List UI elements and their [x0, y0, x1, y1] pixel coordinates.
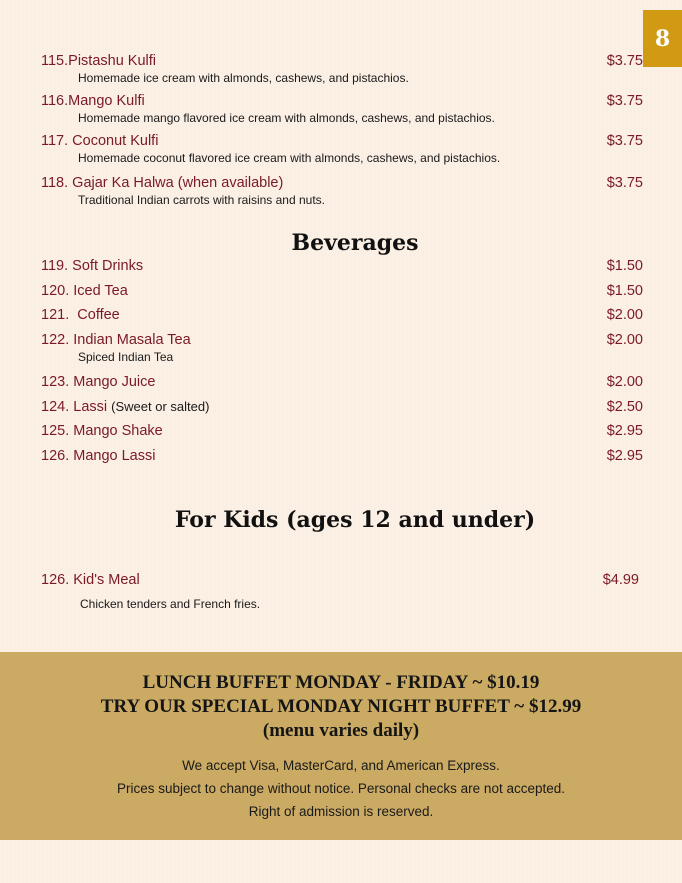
item-name: 121. Coffee	[41, 307, 120, 323]
item-name: 115.Pistashu Kulfi	[41, 53, 156, 69]
menu-item-mango-shake	[41, 422, 643, 440]
page-number-badge: 8	[643, 10, 682, 67]
menu-item-coffee	[41, 306, 643, 324]
item-price: $2.00	[606, 332, 643, 348]
item-price: $2.00	[606, 307, 643, 323]
item-price: $3.75	[606, 53, 643, 69]
item-description: Homemade mango flavored ice cream with almonds, cashews, and pistachios.	[78, 111, 495, 125]
menu-item-kids-meal	[41, 571, 639, 612]
menu-item-gajar-ka-halwa	[41, 174, 643, 208]
menu-varies-note: (menu varies daily)	[262, 720, 420, 741]
footer-banner	[0, 652, 682, 840]
kids-heading: For Kids (ages 12 and under)	[174, 507, 536, 533]
item-price: $3.75	[606, 133, 643, 149]
night-buffet-promo: TRY OUR SPECIAL MONDAY NIGHT BUFFET ~ $12.99	[100, 696, 582, 717]
menu-item-coconut-kulfi	[41, 132, 643, 166]
beverages-heading: Beverages	[291, 230, 419, 256]
item-name: 125. Mango Shake	[41, 423, 163, 439]
item-name: 119. Soft Drinks	[41, 258, 144, 274]
item-name: 126. Kid's Meal	[41, 572, 140, 588]
menu-item-soft-drinks	[41, 257, 643, 275]
item-price: $2.95	[606, 423, 643, 439]
item-name: 122. Indian Masala Tea	[41, 332, 191, 348]
item-description: Homemade ice cream with almonds, cashews, and pistachios.	[78, 71, 409, 85]
admission-note: Right of admission is reserved.	[248, 804, 434, 819]
item-price: $2.95	[606, 448, 643, 464]
item-name	[41, 398, 209, 416]
item-price: $4.99	[602, 572, 639, 588]
lunch-buffet-promo: LUNCH BUFFET MONDAY - FRIDAY ~ $10.19	[142, 672, 540, 693]
item-name: 118. Gajar Ka Halwa (when available)	[41, 175, 284, 191]
menu-item-iced-tea	[41, 282, 643, 300]
item-name: 123. Mango Juice	[41, 374, 156, 390]
item-name: 120. Iced Tea	[41, 283, 128, 299]
item-price: $3.75	[606, 93, 643, 109]
menu-item-indian-masala-tea	[41, 331, 643, 365]
item-description: Chicken tenders and French fries.	[80, 597, 261, 611]
item-price: $1.50	[606, 283, 643, 299]
item-description: Homemade coconut flavored ice cream with almonds, cashews, and pistachios.	[78, 151, 501, 165]
menu-item-mango-juice	[41, 373, 643, 391]
price-change-note: Prices subject to change without notice. Personal checks are not accepted.	[116, 781, 565, 796]
item-description: Traditional Indian carrots with raisins and nuts.	[78, 193, 326, 207]
item-price: $1.50	[606, 258, 643, 274]
item-name-note: (Sweet or salted)	[111, 399, 210, 414]
menu-item-mango-lassi	[41, 447, 643, 465]
menu-item-pistashu-kulfi	[41, 52, 643, 86]
item-price: $2.00	[606, 374, 643, 390]
item-name-main: 124. Lassi	[41, 399, 112, 415]
item-name: 116.Mango Kulfi	[41, 93, 145, 109]
item-name: 117. Coconut Kulfi	[41, 133, 159, 149]
item-name: 126. Mango Lassi	[41, 448, 156, 464]
payment-note: We accept Visa, MasterCard, and American Express.	[182, 758, 500, 773]
menu-item-mango-kulfi	[41, 92, 643, 126]
menu-item-lassi	[41, 398, 643, 416]
item-price: $2.50	[606, 399, 643, 415]
item-description: Spiced Indian Tea	[78, 350, 174, 364]
item-price: $3.75	[606, 175, 643, 191]
